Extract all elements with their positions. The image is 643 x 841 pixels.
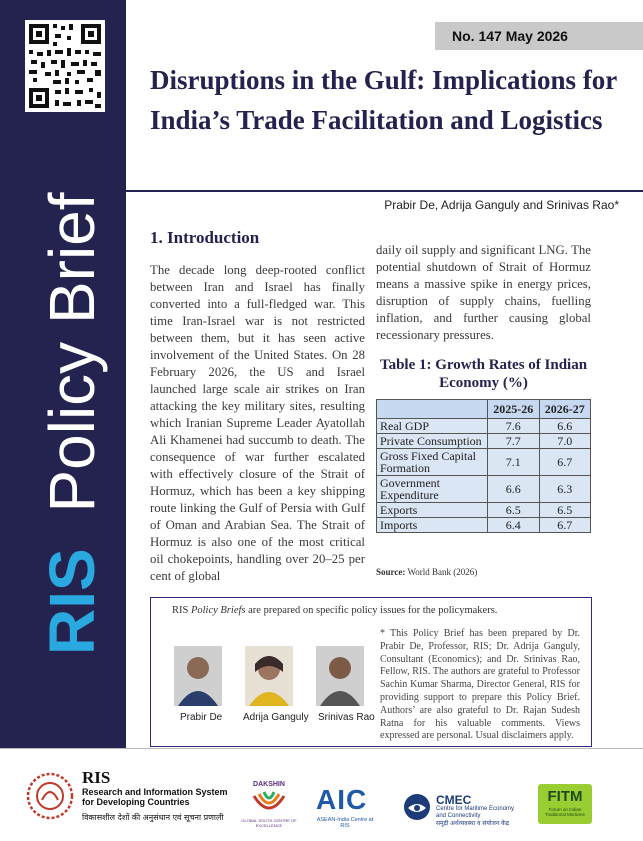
author-name-3: Srinivas Rao bbox=[318, 712, 375, 723]
cell-2026-27: 6.7 bbox=[539, 449, 591, 476]
row-label: Exports bbox=[377, 503, 488, 518]
cmec-full-line-1: Centre for Maritime Economy bbox=[436, 806, 515, 812]
callout-note bbox=[172, 605, 497, 616]
table-row bbox=[377, 476, 591, 503]
author-name-2: Adrija Ganguly bbox=[243, 712, 309, 723]
sidebar bbox=[0, 0, 126, 748]
author-photo-1 bbox=[174, 646, 222, 706]
body-column-1: The decade long deep-rooted conflict between Iran and Israel has finally converted into a full-fledged war. This time Iran-Israel war is not restricted between them, but it has seen active involvement of the United States. On 28 February 2026, the US and Israel launched large scale air strikes on Iran attacking the key military sites, resulting which Iranian Supreme Leader Ayatollah Ali Khamenei had succumb to death. The consequence of war further escalated with effectively closure of the Strait of Hormuz, which has been a key shipping route linking the Gulf of Persia with Gulf of Oman and Arabian Sea. The Strait of Hormuz is also one of the most critical oil chokepoints, handling over 20–25 per cent of global bbox=[150, 263, 365, 583]
table-source bbox=[376, 567, 477, 577]
cmec-name: CMEC bbox=[436, 793, 472, 807]
cmec-full-name bbox=[436, 806, 514, 820]
table-row bbox=[377, 419, 591, 434]
cell-2025-26: 6.6 bbox=[488, 476, 540, 503]
growth-table bbox=[376, 399, 591, 533]
table-title: Table 1: Growth Rates of Indian Economy (%) bbox=[379, 357, 588, 391]
section-heading: 1. Introduction bbox=[150, 228, 260, 247]
table-row bbox=[377, 449, 591, 476]
cell-2026-27: 7.0 bbox=[539, 434, 591, 449]
series-word-ris: RIS bbox=[36, 548, 108, 655]
cell-2026-27: 6.7 bbox=[539, 518, 591, 533]
authors: Prabir De, Adrija Ganguly and Srinivas Rao* bbox=[384, 198, 619, 212]
cell-2025-26: 7.7 bbox=[488, 434, 540, 449]
source-text: World Bank (2026) bbox=[407, 567, 478, 577]
cmec-full-line-2: and Connectivity bbox=[436, 813, 481, 819]
cell-2025-26: 6.4 bbox=[488, 518, 540, 533]
row-label: Private Consumption bbox=[377, 434, 488, 449]
cell-2026-27: 6.5 bbox=[539, 503, 591, 518]
ris-name: RIS bbox=[82, 768, 111, 787]
row-label: Gross Fixed Capital Formation bbox=[377, 449, 488, 476]
table-header-cell: 2026-27 bbox=[539, 400, 591, 419]
title-divider bbox=[126, 190, 643, 192]
cell-2026-27: 6.3 bbox=[539, 476, 591, 503]
row-label: Imports bbox=[377, 518, 488, 533]
fitm-name: FITM bbox=[547, 788, 583, 805]
note-em: Policy Briefs bbox=[190, 605, 246, 616]
cell-2025-26: 7.1 bbox=[488, 449, 540, 476]
cell-2025-26: 6.5 bbox=[488, 503, 540, 518]
ris-full-line-2: for Developing Countries bbox=[82, 797, 190, 807]
dakshin-name: DAKSHIN bbox=[253, 781, 285, 788]
row-label: Government Expenditure bbox=[377, 476, 488, 503]
table-row bbox=[377, 434, 591, 449]
body-column-2: daily oil supply and significant LNG. The potential shutdown of Strait of Hormuz means a massive spike in energy prices, disruption of supply chains, fuelling inflation, and further causing global recessionary pressures. bbox=[376, 243, 591, 342]
source-label: Source: bbox=[376, 567, 406, 577]
dakshin-subtitle: GLOBAL SOUTH CENTRE OF EXCELLENCE bbox=[241, 818, 297, 828]
cell-2025-26: 7.6 bbox=[488, 419, 540, 434]
issue-number: No. 147 May 2026 bbox=[452, 28, 568, 44]
table-header-cell bbox=[377, 400, 488, 419]
author-footnote: * This Policy Brief has been prepared by Dr. Prabir De, Professor, RIS; Dr. Adrija Ganguly, Consultant (Economics); and Dr. Srinivas Rao, Fellow, RIS. The authors are grateful to Professor Sachin Kumar Sharma, Director General, RIS for providing support to prepare this Policy Brief. Authors’ are also grateful to Dr. Rajan Sudesh Ratna for his valuable comments. Views expressed are personal. Usual disclaimers apply. bbox=[380, 628, 580, 742]
cell-2026-27: 6.6 bbox=[539, 419, 591, 434]
author-photo-3 bbox=[316, 646, 364, 706]
svg-text:RIS Policy Brief bbox=[36, 192, 108, 655]
series-title bbox=[30, 140, 110, 660]
qr-code bbox=[25, 20, 105, 112]
footer-divider bbox=[0, 748, 643, 749]
aic-subtitle: ASEAN-India Centre at RIS bbox=[316, 817, 374, 829]
fitm-subtitle: Forum on Indian Traditional Medicine bbox=[544, 807, 586, 817]
cmec-hindi-name: समुद्री अर्थव्यवस्था व संयोजन केंद्र bbox=[436, 820, 509, 827]
table-header-row bbox=[377, 400, 591, 419]
note-prefix: RIS bbox=[172, 605, 189, 616]
author-name-1: Prabir De bbox=[180, 712, 223, 723]
note-suffix: are prepared on specific policy issues for the policymakers. bbox=[248, 605, 498, 616]
ris-logo-icon bbox=[26, 772, 74, 825]
table-row bbox=[377, 503, 591, 518]
author-photo-2 bbox=[245, 646, 293, 706]
page-title: Disruptions in the Gulf: Implications for India’s Trade Facilitation and Logistics bbox=[150, 65, 617, 135]
ris-hindi-name: विकासशील देशों की अनुसंधान एवं सूचना प्रणाली bbox=[82, 813, 224, 822]
table-header-cell: 2025-26 bbox=[488, 400, 540, 419]
ris-full-name bbox=[82, 787, 228, 807]
row-label: Real GDP bbox=[377, 419, 488, 434]
series-word-policy-brief: Policy Brief bbox=[36, 192, 108, 513]
aic-logo: AIC bbox=[316, 784, 368, 815]
table-row bbox=[377, 518, 591, 533]
ris-full-line-1: Research and Information System bbox=[82, 787, 228, 797]
cmec-logo-icon bbox=[402, 792, 432, 827]
